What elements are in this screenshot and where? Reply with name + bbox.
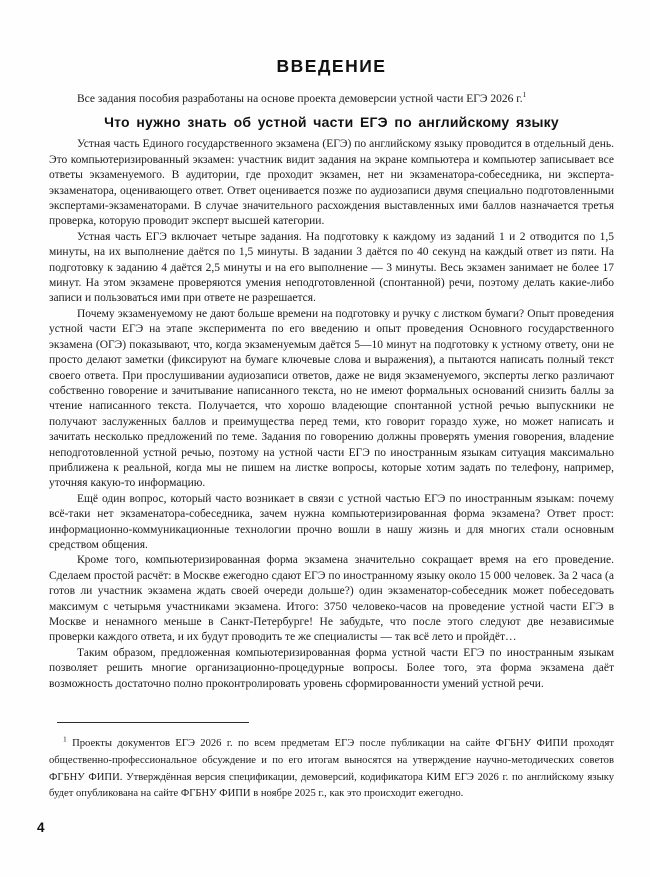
paragraph: Ещё один вопрос, который часто возникает в связи с устной частью ЕГЭ по иностранным языкам: почему всё-таки нет экзаменатора-собеседника, зачем нужна компьютеризированная форма экзамена? Ответ прост: информационно-коммуникационные технологии прочно вошли в нашу жизнь и для многих стали основным средством общения. [49, 492, 614, 551]
page-content [49, 0, 614, 692]
paragraph: Почему экзаменуемому не дают больше времени на подготовку и ручку с листком бумаги? Опыт проведения устной части ЕГЭ на этапе эксперимента по его введению и опыт проведения Основного государственного экзамена (ОГЭ) показывают, что, когда экзаменуемым даётся 5—10 минут на подготовку к устному ответу, они не просто делают заметки (фиксируют на бумаге ключевые слова и выражения), а пытаются написать полный текст своего ответа. При прослушивании аудиозаписи ответов, даже не видя экзаменуемого, эксперты легко различают собственно говорение и зачитывание написанного текста, но не имеют формальных оснований снизить баллы за чтение написанного текста. Получается, что хорошо владеющие спонтанной устной речью выпускники не получают заслуженных баллов и преимущества перед теми, кто говорит гораздо хуже, но может написать и зачитать несколько предложений по теме. Задания по говорению должны проверять умения говорения, владение неподготовленной устной речью, поэтому на устной части ЕГЭ по иностранным языкам ситуация максимально приближена к реальной, когда мы не пишем на листке вопросы, которые хотим задать по телефону, например, уточняя какую-то информацию. [49, 307, 614, 490]
page-number: 4 [37, 820, 45, 835]
footnote-number: 1 [63, 734, 67, 744]
footnote-divider [57, 722, 249, 723]
footnote [49, 736, 614, 803]
intro-note [49, 92, 614, 107]
footnote-text: Проекты документов ЕГЭ 2026 г. по всем предметам ЕГЭ после публикации на сайте ФГБНУ ФИПИ проходят общественно-профессиональное обсуждение и по его итогам выносятся на утверждение научно-методических советов ФГБНУ ФИПИ. Утверждённая версия спецификации, демоверсий, кодификатора КИМ ЕГЭ 2026 г. по английскому языку будет опубликована на сайте ФГБНУ ФИПИ в ноябре 2025 г., как это происходит ежегодно. [49, 738, 614, 800]
paragraph: Устная часть Единого государственного экзамена (ЕГЭ) по английскому языку проводится в отдельный день. Это компьютеризированный экзамен: участник видит задания на экране компьютера и компьютер записывает все ответы экзаменуемого. В аудитории, где проходит экзамен, нет ни экзаменатора-собеседника, ни эксперта-экзаменатора, оценивающего ответ. Ответ оценивается позже по аудиозаписи двумя специально подготовленными экспертами-экзаменаторами. В случае значительного расхождения выставленных ими баллов назначается третья проверка, которую проводит эксперт высшей категории. [49, 138, 614, 228]
section-title: Что нужно знать об устной части ЕГЭ по английскому языку [104, 114, 559, 131]
body-text [49, 137, 614, 692]
paragraph: Кроме того, компьютеризированная форма экзамена значительно сокращает время на его проведение. Сделаем простой расчёт: в Москве ежегодно сдают ЕГЭ по иностранному языку около 15 000 человек. За 2 часа (а готов ли участник экзамена ждать своей очереди дольше?) один экзаменатор-собеседник может побеседовать максимум с четырьмя участниками экзамена. Итого: 3750 человеко-часов на проведение устной части ЕГЭ в Москве и ненамного меньше в Санкт-Петербурге! Не забудьте, что после этого следуют две независимые проверки каждого ответа, и их будут проводить те же специалисты — так всё лето и пройдёт… [49, 554, 614, 644]
intro-note-text: Все задания пособия разработаны на основе проекта демоверсии устной части ЕГЭ 2026 г. [77, 93, 523, 105]
footnote-ref-marker: 1 [522, 90, 527, 100]
page-title: ВВЕДЕНИЕ [276, 56, 387, 76]
footnote-area [49, 722, 614, 803]
paragraph: Таким образом, предложенная компьютеризированная форма устной части ЕГЭ по иностранным языкам позволяет решить многие организационно-процедурные вопросы. Более того, эта форма экзамена даёт возможность достаточно полно проконтролировать уровень сформированности умений устной речи. [49, 646, 614, 690]
paragraph: Устная часть ЕГЭ включает четыре задания. На подготовку к каждому из заданий 1 и 2 отводится по 1,5 минуты, на их выполнение даётся по 1,5 минуты. В задании 3 даётся по 40 секунд на каждый ответ из пяти. На подготовку к заданию 4 даётся 2,5 минуты и на его выполнение — 3 минуты. Весь экзамен занимает не более 17 минут. На этом экзамене проверяются умения неподготовленной (спонтанной) речи, поэтому делать какие-либо записи и пользоваться ими при ответе не разрешается. [49, 230, 614, 305]
